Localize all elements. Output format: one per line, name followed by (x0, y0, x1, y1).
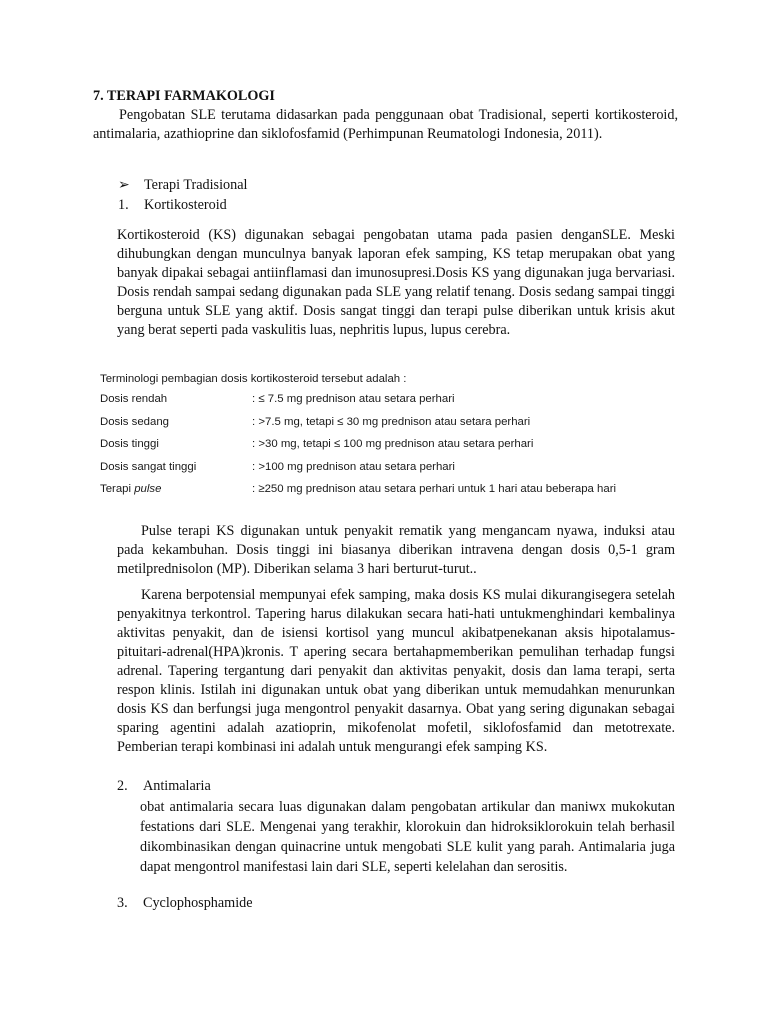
list-item-antimalaria (117, 777, 211, 796)
dose-label: Dosis tinggi (100, 438, 159, 451)
bullet-label: Terapi Tradisional (144, 177, 248, 193)
dose-terminology-table (100, 372, 617, 505)
antimalaria-paragraph: obat antimalaria secara luas digunakan dalam pengobatan artikular dan maniwx mukokutan festations dari SLE. Mengenai yang terakhir, klorokuin dan hidroksiklorokuin telah berhasil dikombinasikan dengan quinacrine untuk mengobati SLE kulit yang parah. Antimalaria juga dapat mengontrol manifestasi lain dari SLE, seperti kelelahan dan serositis. (140, 799, 675, 875)
bullet-item-terapi-tradisional (118, 176, 247, 195)
dose-value: : >100 mg prednison atau setara perhari (252, 460, 455, 473)
list-item-label: Kortikosteroid (144, 197, 227, 213)
list-item-label: Cyclophosphamide (143, 895, 253, 911)
dose-label: Dosis sedang (100, 415, 170, 428)
dose-value: : ≥250 mg prednison atau setara perhari untuk 1 hari atau beberapa hari (252, 483, 617, 496)
list-number: 1. (118, 197, 129, 213)
list-item-cyclophosphamide (117, 894, 253, 913)
dose-label: Dosis rendah (100, 393, 168, 405)
dose-label: Dosis sangat tinggi (100, 460, 197, 473)
intro-paragraph: Pengobatan SLE terutama didasarkan pada penggunaan obat Tradisional, seperti kortikosteroid, antimalaria, azathioprine dan siklofosfamid (Perhimpunan Reumatologi Indonesia, 2011). (93, 107, 678, 142)
table-row (100, 437, 570, 460)
dose-label (100, 482, 161, 496)
table-row (100, 415, 570, 438)
dose-value: : >7.5 mg, tetapi ≤ 30 mg prednison atau setara perhari (252, 415, 531, 428)
dose-label-italic: pulse (134, 483, 162, 496)
dose-value: : >30 mg, tetapi ≤ 100 mg prednison atau setara perhari (252, 438, 534, 451)
list-number: 2. (117, 778, 128, 794)
table-row (100, 460, 570, 483)
section-heading: 7. TERAPI FARMAKOLOGI (93, 88, 275, 104)
tapering-paragraph: Karena berpotensial mempunyai efek samping, maka dosis KS mulai dikurangisegera setelah penyakitnya terkontrol. Tapering harus dilakukan secara hati-hati untukmenghindari kembalinya aktivitas penyakit, dan de isiensi kortisol yang muncul akibatpenekanan aksis hipotalamus-pituitari-adrenal(HPA)kronis. T apering secara bertahapmemberikan pemulihan terhadap fungsi adrenal. Tapering tergantung dari penyakit dan aktivitas penyakit, dosis dan lama terapi, serta respon klinis. Istilah ini digunakan untuk obat yang diberikan untuk memudahkan menurunkan dosis KS dan berfungsi juga mengontrol penyakit dasarnya. Obat yang sering digunakan sebagai sparing agentini adalah azatioprin, mikofenolat mofetil, siklofosfamid dan metotrexate. Pemberian terapi kombinasi ini adalah untuk mengurangi efek samping KS. (117, 587, 675, 755)
dose-value: : ≤ 7.5 mg prednison atau setara perhari (252, 393, 455, 405)
pulse-paragraph: Pulse terapi KS digunakan untuk penyakit rematik yang mengancam nyawa, induksi atau pada kekambuhan. Dosis tinggi ini biasanya diberikan intravena dengan dosis 0,5-1 gram metilprednisolon (MP). Diberikan selama 3 hari berturut-turut.. (117, 523, 675, 577)
list-item-kortikosteroid (118, 196, 227, 215)
list-number: 3. (117, 895, 128, 911)
dose-label-prefix: Terapi (100, 483, 135, 496)
table-row (100, 392, 570, 415)
list-item-label: Antimalaria (143, 778, 211, 794)
arrow-bullet-icon: ➢ (118, 177, 130, 193)
table-title: Terminologi pembagian dosis kortikosteroid tersebut adalah : (100, 373, 407, 385)
kortikosteroid-paragraph: Kortikosteroid (KS) digunakan sebagai pengobatan utama pada pasien denganSLE. Meski dihubungkan dengan munculnya banyak laporan efek samping, KS tetap merupakan obat yang banyak dipakai sebagai antiinflamasi dan imunosupresi.Dosis KS yang digunakan juga bervariasi. Dosis rendah sampai sedang digunakan pada SLE yang relatif tenang. Dosis sedang sampai tinggi berguna untuk SLE yang aktif. Dosis sangat tinggi dan terapi pulse diberikan untuk krisis akut yang berat seperti pada vaskulitis luas, nephritis lupus, lupus cerebra. (117, 227, 675, 338)
table-row (100, 482, 617, 505)
